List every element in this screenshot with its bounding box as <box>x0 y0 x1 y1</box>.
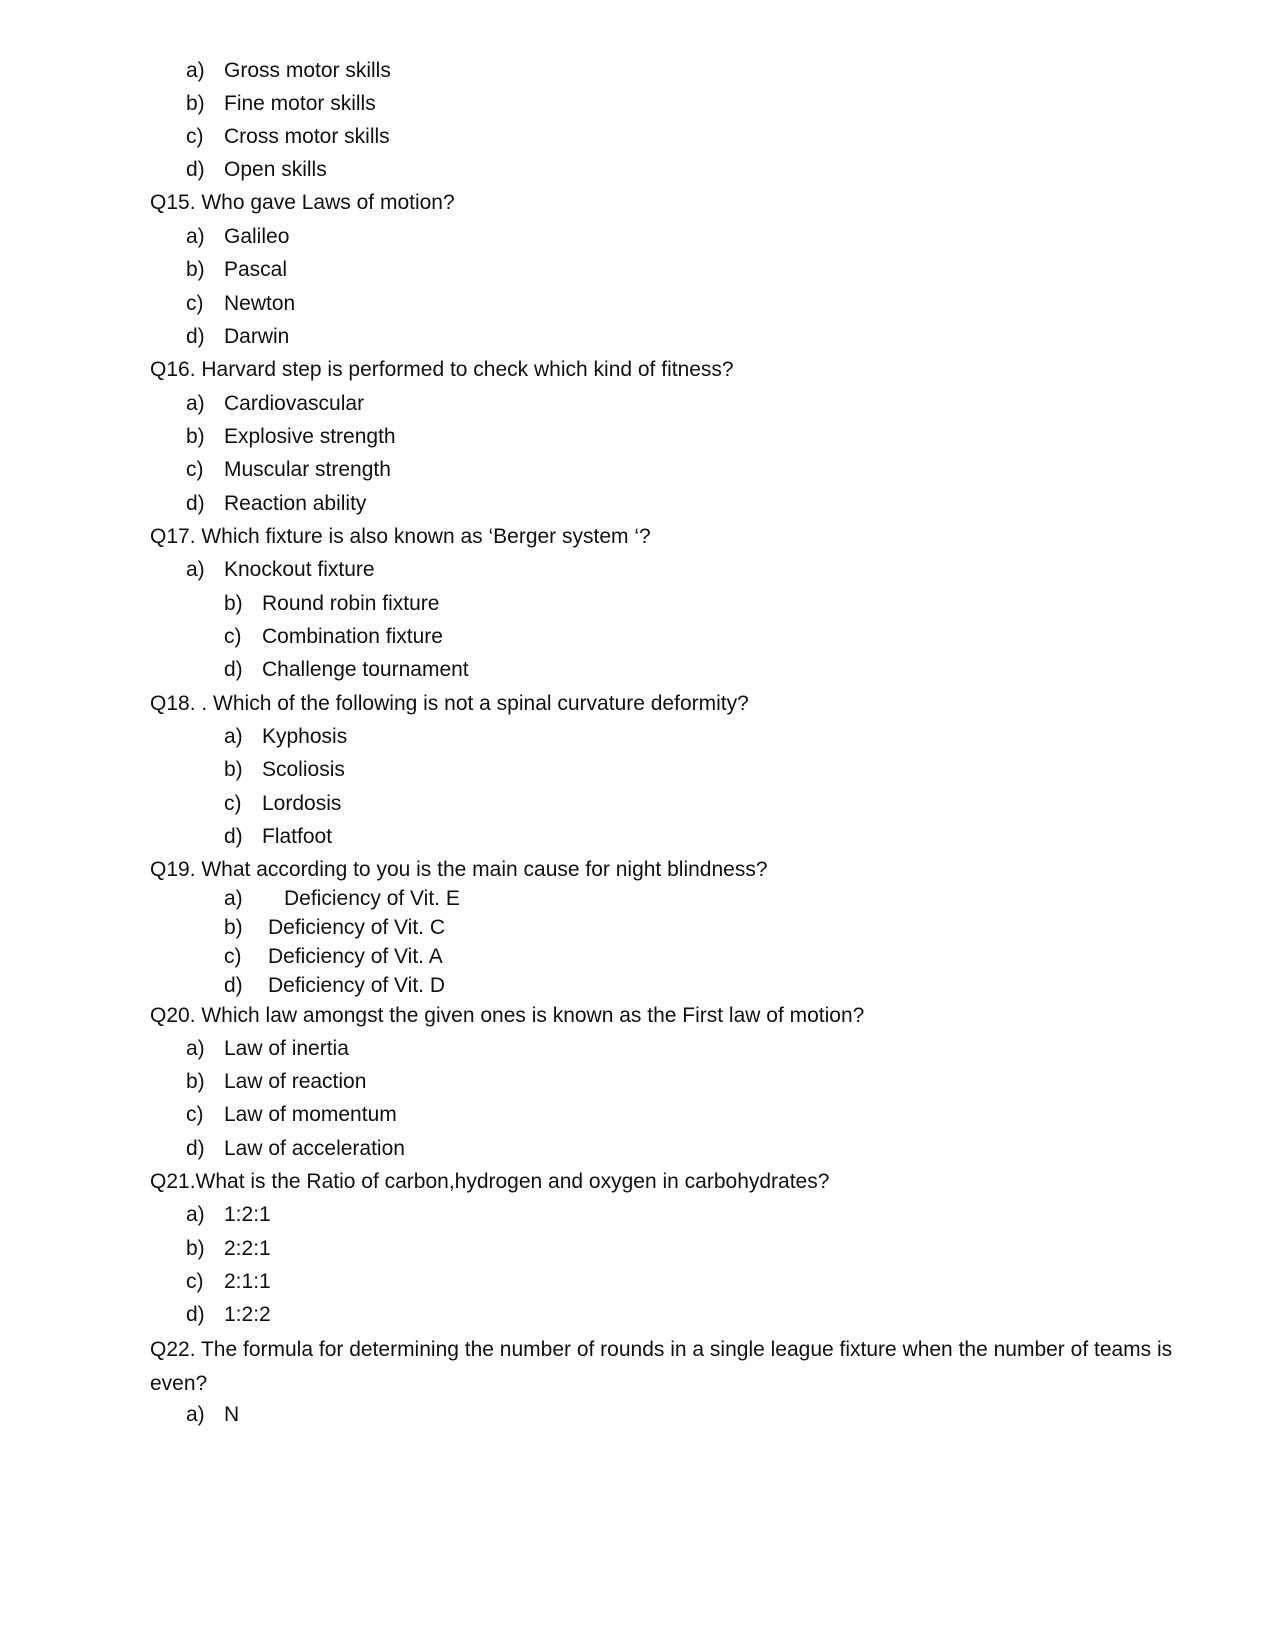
option-label: c) <box>224 945 242 968</box>
option-label: d) <box>224 658 243 681</box>
option-label: b) <box>186 1070 205 1093</box>
option-text: Round robin fixture <box>262 592 440 615</box>
option-text: Law of momentum <box>224 1103 397 1126</box>
option-text: Pascal <box>224 258 288 281</box>
option-label: a) <box>186 1203 205 1226</box>
option-label: d) <box>186 158 205 181</box>
option-text: Explosive strength <box>224 425 396 448</box>
option-text: Scoliosis <box>262 758 345 781</box>
option-text: Deficiency of Vit. E <box>284 887 460 910</box>
option-text: Newton <box>224 292 296 315</box>
option-label: a) <box>186 1403 205 1426</box>
option-text: Gross motor skills <box>224 59 391 82</box>
option-text: Galileo <box>224 225 290 248</box>
option-label: c) <box>224 625 242 648</box>
option-text: 2:1:1 <box>224 1270 271 1293</box>
option-text: Open skills <box>224 158 327 181</box>
option-text: Deficiency of Vit. A <box>268 945 443 968</box>
option-text: Combination fixture <box>262 625 443 648</box>
option-label: c) <box>186 458 204 481</box>
option-text: Challenge tournament <box>262 658 469 681</box>
option-text: Cardiovascular <box>224 392 365 415</box>
option-label: d) <box>224 825 243 848</box>
option-label: d) <box>186 1137 205 1160</box>
question-q17: Q17. Which fixture is also known as ‘Berger system ‘? <box>150 525 651 548</box>
option-label: a) <box>186 558 205 581</box>
question-q18: Q18. . Which of the following is not a spinal curvature deformity? <box>150 692 749 715</box>
option-label: a) <box>186 1037 205 1060</box>
option-label: d) <box>224 974 243 997</box>
option-label: b) <box>186 258 205 281</box>
option-text: Knockout fixture <box>224 558 375 581</box>
option-text: Law of inertia <box>224 1037 349 1060</box>
question-q22: Q22. The formula for determining the number of rounds in a single league fixture when the number of teams is even? <box>150 1338 1173 1395</box>
option-label: a) <box>186 59 205 82</box>
option-label: c) <box>224 792 242 815</box>
option-label: c) <box>186 125 204 148</box>
option-text: Lordosis <box>262 792 342 815</box>
option-label: c) <box>186 1103 204 1126</box>
option-label: c) <box>186 1270 204 1293</box>
option-label: a) <box>224 725 243 748</box>
option-text: Flatfoot <box>262 825 333 848</box>
option-label: a) <box>224 887 243 910</box>
option-label: a) <box>186 392 205 415</box>
option-text: Kyphosis <box>262 725 348 748</box>
question-q16: Q16. Harvard step is performed to check which kind of fitness? <box>150 358 734 381</box>
question-q21: Q21.What is the Ratio of carbon,hydrogen and oxygen in carbohydrates? <box>150 1170 830 1193</box>
option-text: Darwin <box>224 325 290 348</box>
option-text: Muscular strength <box>224 458 391 481</box>
option-label: b) <box>186 1237 205 1260</box>
question-q20: Q20. Which law amongst the given ones is known as the First law of motion? <box>150 1004 865 1027</box>
option-label: b) <box>186 425 205 448</box>
question-q15: Q15. Who gave Laws of motion? <box>150 191 455 214</box>
option-text: Reaction ability <box>224 492 367 515</box>
option-text: N <box>224 1403 240 1426</box>
option-text: Fine motor skills <box>224 92 376 115</box>
option-label: c) <box>186 292 204 315</box>
option-label: b) <box>224 758 243 781</box>
option-label: b) <box>224 592 243 615</box>
option-text: 1:2:1 <box>224 1203 271 1226</box>
option-text: Law of reaction <box>224 1070 367 1093</box>
option-label: d) <box>186 1303 205 1326</box>
option-label: a) <box>186 225 205 248</box>
option-label: d) <box>186 492 205 515</box>
option-text: 1:2:2 <box>224 1303 271 1326</box>
option-label: b) <box>186 92 205 115</box>
option-text: Cross motor skills <box>224 125 390 148</box>
option-label: b) <box>224 916 243 939</box>
option-label: d) <box>186 325 205 348</box>
option-text: Deficiency of Vit. D <box>268 974 446 997</box>
question-q19: Q19. What according to you is the main cause for night blindness? <box>150 858 768 881</box>
option-text: Law of acceleration <box>224 1137 405 1160</box>
option-text: Deficiency of Vit. C <box>268 916 446 939</box>
option-text: 2:2:1 <box>224 1237 271 1260</box>
